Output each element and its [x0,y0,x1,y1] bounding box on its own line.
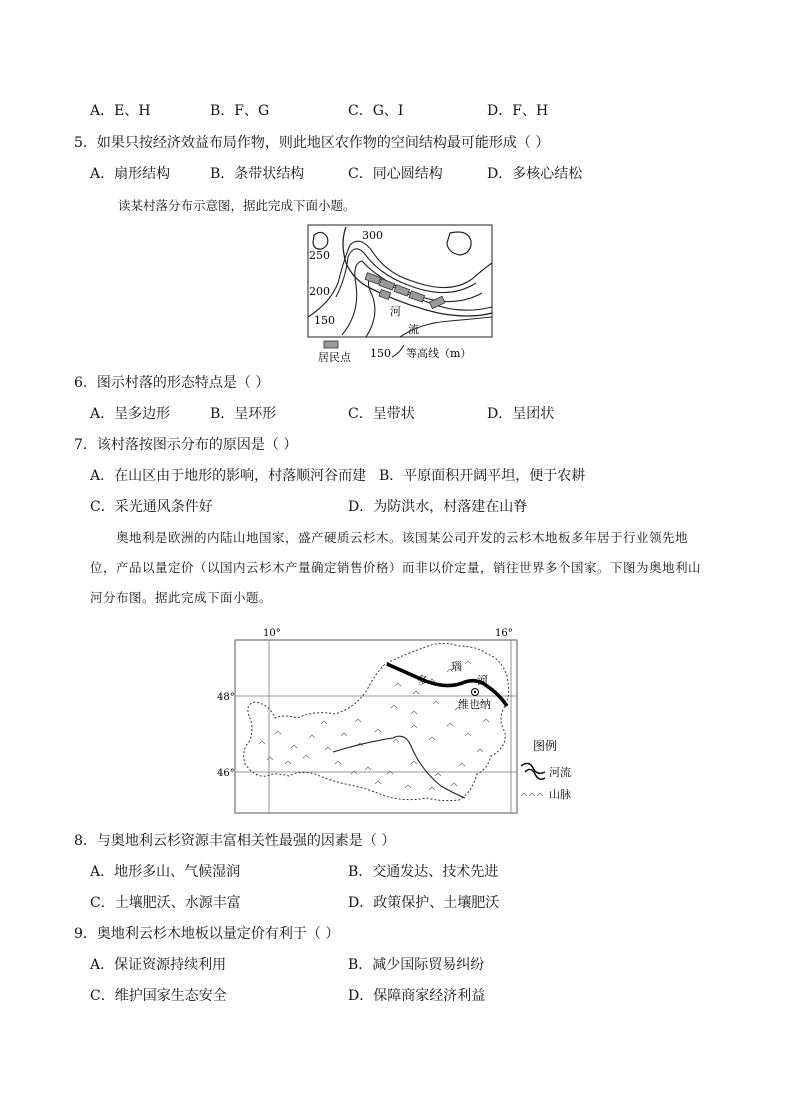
vienna-label: 维也纳 [458,698,491,711]
q7-option-a: A．在山区由于地形的影响，村落顺河谷而建 [90,468,367,484]
danube-label-nao: 瑙 [451,660,462,673]
austria-map [215,624,595,816]
contour-label-250: 250 [309,249,330,262]
q6-option-d: D．呈团状 [487,406,555,422]
danube-label-he: 河 [477,674,488,687]
legend-river-label: 河流 [549,766,571,779]
q5-option-a: A．扇形结构 [90,166,171,182]
q9-option-c: C．维护国家生态安全 [90,988,227,1004]
q7-option-b: B．平原面积开阔平坦，便于农耕 [379,468,586,484]
southern-river [333,736,465,798]
q8-option-a: A．地形多山、气候湿润 [90,864,241,880]
settlement-1 [365,273,381,284]
settlement-4 [409,291,425,302]
lon-label-16: 16° [495,628,513,639]
legend-contour-label: 等高线（m） [406,347,472,360]
legend-settlement-swatch [324,341,338,348]
q7-option-c: C．采光通风条件好 [90,499,213,515]
q9-option-a: A．保证资源持续利用 [90,957,227,973]
intro-austria [90,523,710,613]
q7-option-d: D．为防洪水，村落建在山脊 [348,499,528,515]
q8-option-b: B．交通发达、技术先进 [348,864,499,880]
mountain-marks [259,661,489,790]
lon-label-10: 10° [263,628,281,639]
settlement-2 [379,279,395,290]
q6-option-a: A．呈多边形 [90,406,171,422]
q9-option-b: B．减少国际贸易纠纷 [348,957,485,973]
q5-stem: 5．如果只按经济效益布局作物，则此地区农作物的空间结构最可能形成（ ） [74,135,550,151]
q4-option-d: D．F、H [487,103,549,119]
contour-label-200: 200 [309,285,330,298]
legend-contour-value: 150 [370,347,391,360]
lat-label-48: 48° [217,692,235,703]
legend-mountain-icon [521,793,543,796]
q4-option-b: B．F、G [210,103,270,119]
q7-stem: 7．该村落按图示分布的原因是（ ） [74,437,298,453]
legend-contour-line-icon [392,345,404,357]
q6-stem: 6．图示村落的形态特点是（ ） [74,375,270,391]
q5-option-b: B．条带状结构 [210,166,305,182]
austria-boundary [244,643,509,800]
intro-village-map: 读某村落分布示意图，据此完成下面小题。 [118,198,356,213]
contour-closed-small [313,232,328,249]
q9-stem: 9．奥地利云杉木地板以量定价有利于（ ） [74,926,340,942]
contour-label-150: 150 [314,314,335,327]
q5-option-d: D．多核心结松 [487,166,583,182]
legend-title: 图例 [533,739,558,753]
q5-option-c: C．同心圆结构 [348,166,443,182]
legend-settlement-label: 居民点 [318,351,351,364]
lat-label-46: 46° [217,768,235,779]
q4-option-c: C．G、I [348,103,404,119]
settlement-3 [394,285,410,296]
contour-label-300: 300 [362,229,383,242]
legend-mountain-label: 山脉 [549,788,571,801]
q4-option-a: A．E、H [90,103,151,119]
q6-option-b: B．呈环形 [210,406,277,422]
danube-label-duo: 多 [417,674,428,687]
austria-map-frame [235,640,517,813]
q9-option-d: D．保障商家经济利益 [348,988,486,1004]
intro-austria-text: 奥地利是欧洲的内陆山地国家，盛产硬质云杉木。该国某公司开发的云杉木地板多年居于行业领先地位，产品以量定价（以国内云杉木产量确定销售价格）而非以价定量，销往世界多个国家。下图为奥地利山河分布图。据此完成下面小题。 [90,530,702,605]
q6-option-c: C．呈带状 [348,406,415,422]
contour-closed-hill [447,232,471,255]
q8-option-d: D．政策保护、土壤肥沃 [348,895,500,911]
river-label-liu: 流 [408,323,419,336]
village-map [300,223,500,368]
q8-option-c: C．土壤肥沃、水源丰富 [90,895,241,911]
river-label-he: 河 [390,305,401,318]
q8-stem: 8．与奥地利云杉资源丰富相关性最强的因素是（ ） [74,833,396,849]
settlement-5 [379,289,391,299]
